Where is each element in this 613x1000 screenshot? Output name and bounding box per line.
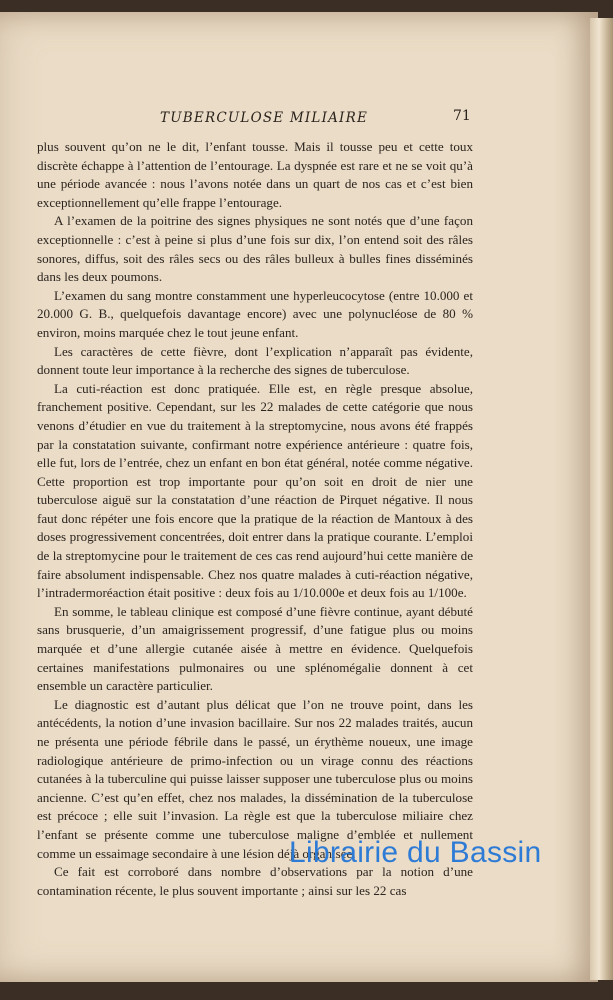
paragraph: Ce fait est corroboré dans nombre d’observations par la notion d’une contamination récente, le plus souvent importante ; ainsi sur les 22 cas (37, 864, 473, 898)
paragraph: En somme, le tableau clinique est composé d’une fièvre continue, ayant débuté sans brusquerie, d’un amaigrissement progressif, d’une fatigue plus ou moins marquée et d’une allergie cutanée aisée à mettre en évidence. Quelquefois certaines manifestations pulmonaires ou une splénomégalie donnent à cet ensemble un caractère particulier. (37, 603, 473, 694)
page-number: 71 (453, 108, 471, 124)
paragraph: La cuti-réaction est donc pratiquée. Elle est, en règle presque absolue, franchement positive. Cependant, sur les 22 malades de cette catégorie que nous venons d’étudier en vue du traitement à la streptomycine, nous avons été frappés par la constatation suivante, confirmant notre expérience antérieure : quatre fois, elle fut, lors de l’entrée, chez un enfant en bon état général, notée comme négative. Cette proportion est trop importante pour qu’on soit en droit de nier une tuberculose aiguë sur la constatation d’une réaction de Pirquet négative. Il nous faut donc répéter une fois encore que la pratique de la réaction de Mantoux à des doses progressivement concentrées, doit entrer dans la pratique courante. L’emploi de la streptomycine pour le traitement de ces cas rend aujourd’hui cette manière de faire absolument indispensable. Chez nos quatre malades à cuti-réaction négative, l’intradermoréaction était positive : deux fois au 1/10.000e et deux fois au 1/100e. (37, 380, 473, 601)
paragraph: plus souvent qu’on ne le dit, l’enfant tousse. Mais il tousse peu et cette toux discrète échappe à l’attention de l’entourage. La dyspnée est rare et ne se voit qu’à une période avancée : nous l’avons notée dans un quart de nos cas et c’est bien exceptionnellement qu’elle frappe l’entourage. (37, 139, 473, 210)
running-title: TUBERCULOSE MILIAIRE (160, 110, 369, 126)
paragraph: L’examen du sang montre constamment une hyperleucocytose (entre 10.000 et 20.000 G. B., quelquefois davantage encore) avec une polynucléose de 80 % environ, moins marquée chez le tout jeune enfant. (37, 287, 473, 340)
page-edge (590, 18, 613, 980)
paragraph: A l’examen de la poitrine des signes physiques ne sont notés que d’une façon exceptionnelle : c’est à peine si plus d’une fois sur dix, l’on entend soit des râles sonores, diffus, soit des râles secs ou des râles bulleux à bulles fines disséminés dans les deux poumons. (37, 213, 473, 285)
paragraph: Les caractères de cette fièvre, dont l’explication n’apparaît pas évidente, donnent toute leur importance à la recherche des signes de tuberculose. (37, 343, 473, 378)
body-text (37, 138, 473, 900)
paragraph: Le diagnostic est d’autant plus délicat que l’on ne trouve point, dans les antécédents, la notion d’une invasion bacillaire. Sur nos 22 malades traités, aucun ne présenta une période fébrile dans le passé, un érythème noueux, une image radiologique antérieure de primo-infection ou un virage connu des réactions cutanées à la tuberculine qui puisse laisser supposer une tuberculose plus ou moins ancienne. C’est qu’en effet, chez nos malades, la dissémination de la tuberculose est précoce ; elle suit l’invasion. La règle est que la tuberculose miliaire chez l’enfant se présente comme une tuberculose maligne d’emblée et nullement comme un essaimage secondaire à une lésion déjà organisée. (37, 696, 473, 861)
watermark: Librairie du Bassin (289, 836, 542, 869)
